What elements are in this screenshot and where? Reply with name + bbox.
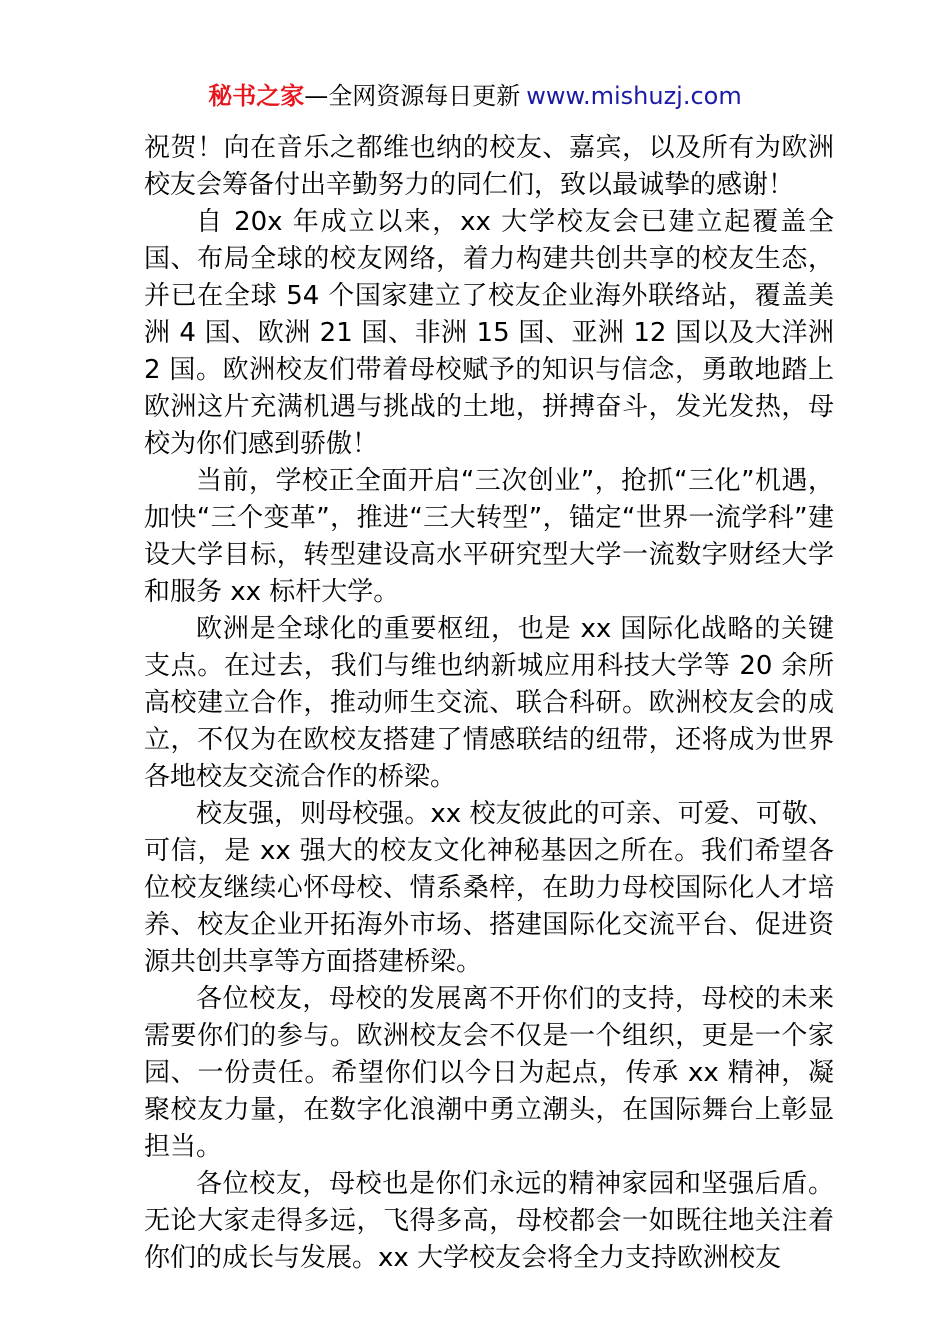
brand-name: 秘书之家 xyxy=(208,82,305,110)
paragraph: 当前，学校正全面开启“三次创业”，抢抓“三化”机遇，加快“三个变革”，推进“三大转型”，锚定“世界一流学科”建设大学目标，转型建设高水平研究型大学一流数字财经大学和服务 xx 标杆大学。 xyxy=(144,466,834,607)
paragraph: 校友强，则母校强。xx 校友彼此的可亲、可爱、可敬、可信，是 xx 强大的校友文化神秘基因之所在。我们希望各位校友继续心怀母校、情系桑梓，在助力母校国际化人才培养、校友企业开拓海外市场、搭建国际化交流平台、促进资源共创共享等方面搭建桥梁。 xyxy=(144,799,834,977)
paragraph-continuation: 祝贺！向在音乐之都维也纳的校友、嘉宾，以及所有为欧洲校友会筹备付出辛勤努力的同仁们，致以最诚挚的感谢！ xyxy=(144,133,834,200)
page-header xyxy=(0,78,950,114)
document-body xyxy=(144,130,834,1277)
paragraph: 自 20x 年成立以来，xx 大学校友会已建立起覆盖全国、布局全球的校友网络，着力构建共创共享的校友生态，并已在全球 54 个国家建立了校友企业海外联络站，覆盖美洲 4 国、欧洲 21 国、非洲 15 国、亚洲 12 国以及大洋洲 2 国。欧洲校友们带着母校赋予的知识与信念，勇敢地踏上欧洲这片充满机遇与挑战的土地，拼搏奋斗，发光发热，母校为你们感到骄傲！ xyxy=(144,207,834,459)
site-url-link[interactable]: www.mishuzj.com xyxy=(526,82,742,110)
paragraph: 各位校友，母校的发展离不开你们的支持，母校的未来需要你们的参与。欧洲校友会不仅是一个组织，更是一个家园、一份责任。希望你们以今日为起点，传承 xx 精神，凝聚校友力量，在数字化浪潮中勇立潮头，在国际舞台上彰显担当。 xyxy=(144,984,834,1162)
paragraph: 欧洲是全球化的重要枢纽，也是 xx 国际化战略的关键支点。在过去，我们与维也纳新城应用科技大学等 20 余所高校建立合作，推动师生交流、联合科研。欧洲校友会的成立，不仅为在欧校友搭建了情感联结的纽带，还将成为世界各地校友交流合作的桥梁。 xyxy=(144,614,834,792)
header-slogan: —全网资源每日更新 xyxy=(304,82,521,110)
paragraph: 各位校友，母校也是你们永远的精神家园和坚强后盾。无论大家走得多远，飞得多高，母校都会一如既往地关注着你们的成长与发展。xx 大学校友会将全力支持欧洲校友 xyxy=(144,1169,834,1273)
